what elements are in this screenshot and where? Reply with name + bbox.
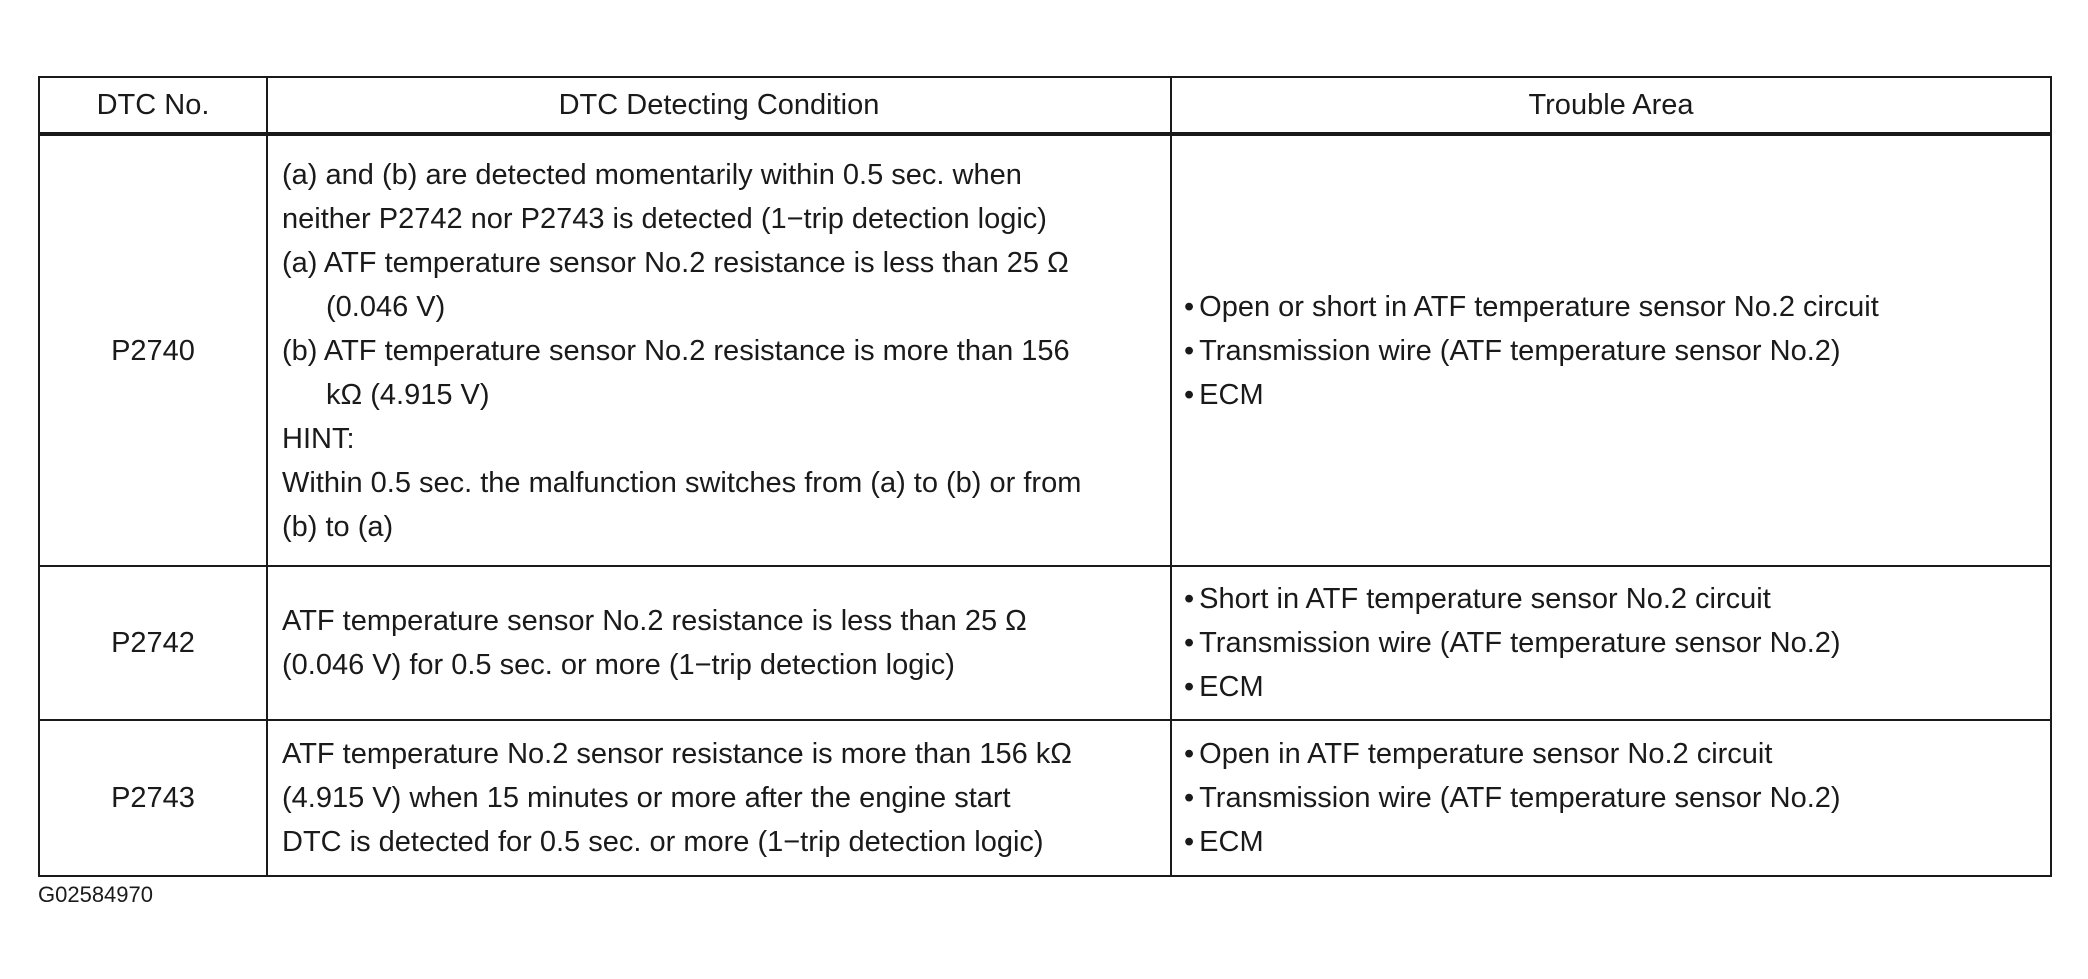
trouble-area-cell [1171, 566, 2051, 720]
header-trouble-area: Trouble Area [1171, 77, 2051, 134]
condition-line: (a) and (b) are detected momentarily within 0.5 sec. when [282, 158, 1022, 191]
condition-line: ATF temperature No.2 sensor resistance is more than 156 kΩ [282, 738, 1072, 770]
condition-line: Within 0.5 sec. the malfunction switches from (a) to (b) or from [282, 466, 1082, 499]
condition-line: DTC is detected for 0.5 sec. or more (1−trip detection logic) [282, 826, 1044, 858]
table-header-row [39, 77, 2051, 134]
trouble-area-text: Short in ATF temperature sensor No.2 circuit [1199, 583, 1771, 615]
condition-line: (0.046 V) for 0.5 sec. or more (1−trip detection logic) [282, 649, 955, 681]
dtc-code-cell: P2743 [39, 720, 267, 876]
trouble-area-text: ECM [1199, 671, 1264, 703]
trouble-area-item [1184, 329, 2040, 373]
condition-line: (4.915 V) when 15 minutes or more after the engine start [282, 782, 1011, 814]
hint-label: HINT: [282, 422, 355, 455]
bullet-icon: • [1184, 583, 1195, 615]
bullet-icon: • [1184, 334, 1195, 367]
bullet-icon: • [1184, 782, 1195, 814]
bullet-icon: • [1184, 378, 1195, 411]
trouble-area-cell [1171, 134, 2051, 566]
bullet-icon: • [1184, 290, 1195, 323]
detecting-condition-cell [267, 566, 1171, 720]
trouble-area-text: ECM [1199, 378, 1264, 411]
trouble-area-text: Transmission wire (ATF temperature sensor No.2) [1199, 627, 1841, 659]
condition-line: (b) ATF temperature sensor No.2 resistance is more than 156 [282, 334, 1070, 367]
bullet-icon: • [1184, 826, 1195, 858]
trouble-area-cell [1171, 720, 2051, 876]
table-row [39, 566, 2051, 720]
trouble-area-text: Open in ATF temperature sensor No.2 circuit [1199, 738, 1773, 770]
trouble-area-item [1184, 820, 2040, 864]
bullet-icon: • [1184, 671, 1195, 703]
trouble-area-text: Open or short in ATF temperature sensor No.2 circuit [1199, 290, 1879, 323]
trouble-area-item [1184, 373, 2040, 417]
condition-line: neither P2742 nor P2743 is detected (1−trip detection logic) [282, 202, 1047, 235]
trouble-area-item [1184, 776, 2040, 820]
bullet-icon: • [1184, 627, 1195, 659]
condition-line: (b) to (a) [282, 510, 394, 543]
trouble-area-item [1184, 577, 2040, 621]
condition-line: (a) ATF temperature sensor No.2 resistance is less than 25 Ω [282, 246, 1069, 279]
trouble-area-item [1184, 732, 2040, 776]
condition-line: ATF temperature sensor No.2 resistance is less than 25 Ω [282, 605, 1027, 637]
trouble-area-item [1184, 665, 2040, 709]
detecting-condition-cell [267, 720, 1171, 876]
trouble-area-text: ECM [1199, 826, 1264, 858]
table-row [39, 720, 2051, 876]
table-row [39, 134, 2051, 566]
condition-line: (0.046 V) [326, 290, 446, 323]
header-detecting-condition: DTC Detecting Condition [267, 77, 1171, 134]
dtc-table [38, 76, 2052, 877]
trouble-area-text: Transmission wire (ATF temperature sensor No.2) [1199, 334, 1841, 367]
detecting-condition-cell [267, 134, 1171, 566]
dtc-code-cell: P2740 [39, 134, 267, 566]
trouble-area-text: Transmission wire (ATF temperature sensor No.2) [1199, 782, 1841, 814]
trouble-area-item [1184, 285, 2040, 329]
dtc-code-cell: P2742 [39, 566, 267, 720]
condition-line: kΩ (4.915 V) [326, 378, 490, 411]
bullet-icon: • [1184, 738, 1195, 770]
figure-id-label: G02584970 [38, 882, 153, 907]
trouble-area-item [1184, 621, 2040, 665]
header-dtc-no: DTC No. [39, 77, 267, 134]
